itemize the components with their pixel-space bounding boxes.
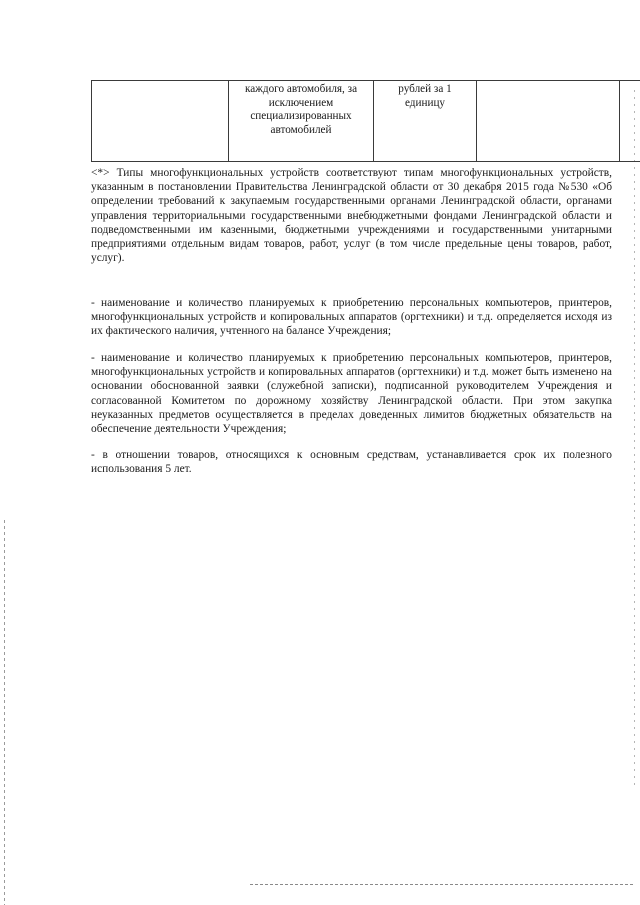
scan-edge-left xyxy=(4,520,5,905)
scan-edge-right xyxy=(634,90,635,790)
table-cell-empty xyxy=(620,81,640,162)
table-cell-empty xyxy=(477,81,620,162)
table-cell-empty xyxy=(92,81,229,162)
bullet-paragraph-3: - в отношении товаров, относящихся к основным средствам, устанавливается срок их полезного использования 5 лет. xyxy=(91,449,612,476)
table-fragment xyxy=(91,80,640,162)
scan-bottom-line xyxy=(250,884,635,885)
footnote-paragraph: <*> Типы многофункциональных устройств соответствуют типам многофункциональных устройств, указанным в постановлении Правительства Ленинградской области от 30 декабря 2015 года №530 «Об определении требований к закупаемым государственными органами Ленинградской области, органами управления территориальными государственными внебюджетными фондами Ленинградской области и подведомственными им казенными, бюджетными учреждениями и государственными унитарными предприятиями отдельным видам товаров, работ, услуг (в том числе предельные цены товаров, работ, услуг). xyxy=(91,167,612,265)
bullet-paragraph-1: - наименование и количество планируемых к приобретению персональных компьютеров, принтеров, многофункциональных устройств и копировальных аппаратов (оргтехники) и т.д. определяется исходя из их фактического наличия, учтенного на балансе Учреждения; xyxy=(91,297,612,338)
bullet-paragraph-2: - наименование и количество планируемых к приобретению персональных компьютеров, принтеров, многофункциональных устройств и копировальных аппаратов (оргтехники) и т.д. может быть изменено на основании обоснованной заявки (служебной записки), подписанной руководителем Учреждения и согласованной Комитетом по дорожному хозяйству Ленинградской области. При этом закупка неуказанных предметов осуществляется в пределах доведенных лимитов бюджетных обязательств на обеспечение деятельности Учреждения; xyxy=(91,352,612,436)
table-cell-unit: рублей за 1 единицу xyxy=(374,81,477,162)
table-row xyxy=(92,81,640,162)
table-cell-description: каждого автомобиля, за исключением специализированных автомобилей xyxy=(229,81,374,162)
